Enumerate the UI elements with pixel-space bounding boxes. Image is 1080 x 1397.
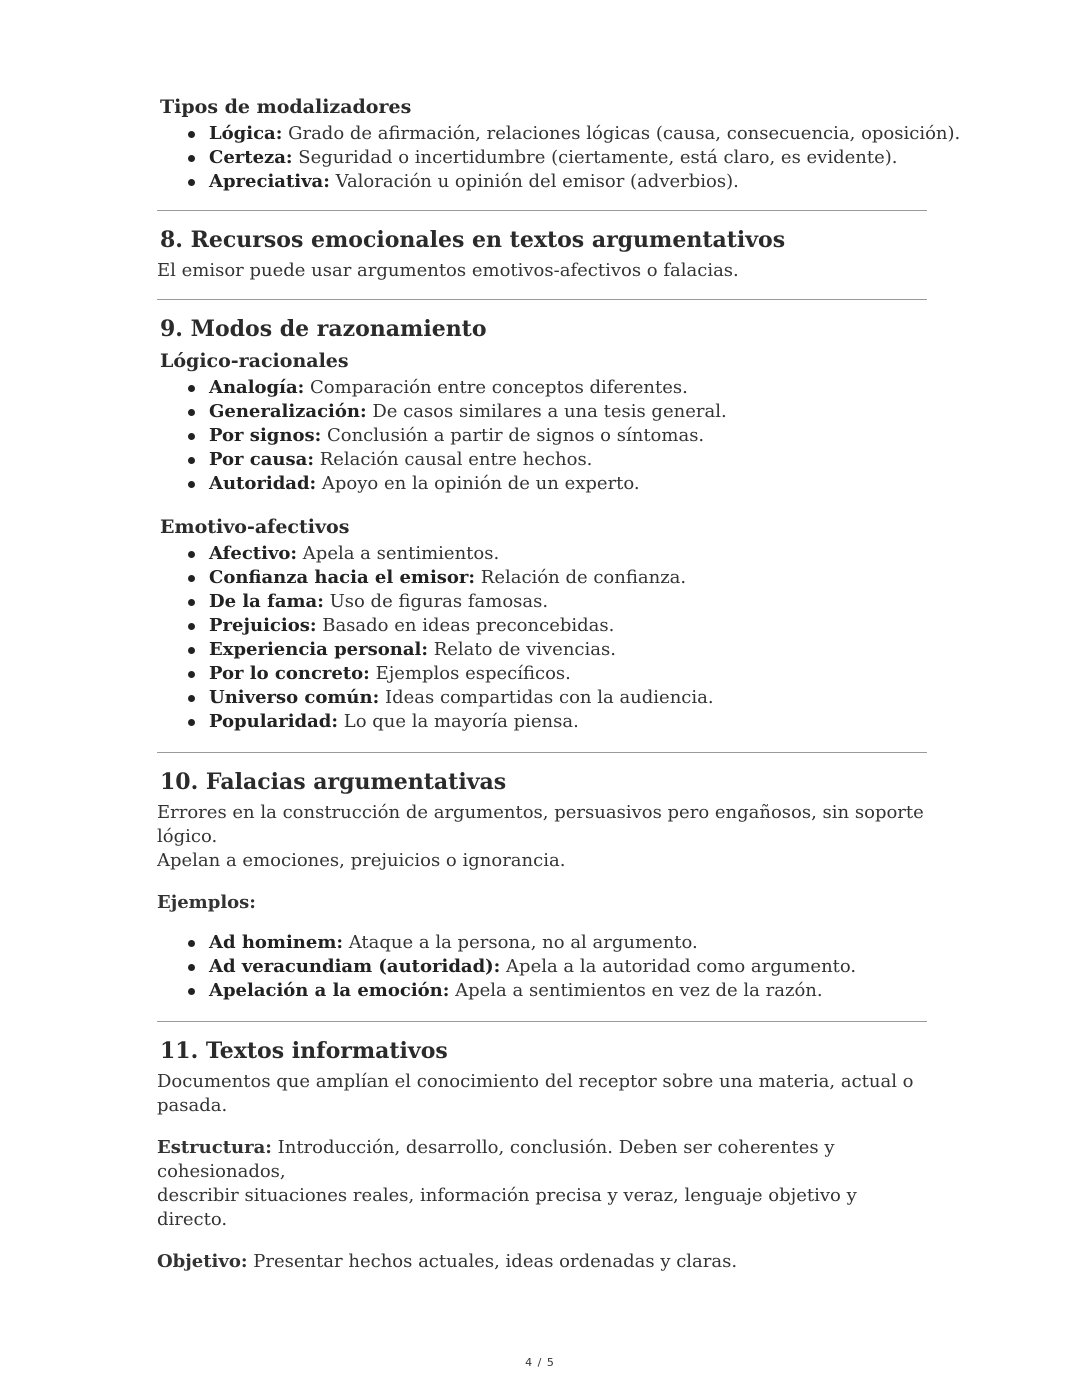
logico-racionales-list <box>157 376 927 496</box>
logico-racionales-heading: Lógico-racionales <box>160 350 349 372</box>
item-desc: Relación causal entre hechos. <box>313 449 593 470</box>
examples-label <box>157 891 927 915</box>
item-term: Universo común: <box>209 687 380 708</box>
estructura-line-1: Introducción, desarrollo, conclusión. Deben ser coherentes y cohesionados, <box>157 1137 835 1182</box>
list-item <box>209 146 927 170</box>
item-desc: Apoyo en la opinión de un experto. <box>316 473 640 494</box>
emotivo-afectivos-heading: Emotivo-afectivos <box>160 516 350 538</box>
estructura-label: Estructura: <box>157 1137 272 1158</box>
falacias-list <box>157 931 927 1003</box>
item-desc: Lo que la mayoría piensa. <box>338 711 579 732</box>
list-item <box>209 376 927 400</box>
item-term: Popularidad: <box>209 711 339 732</box>
item-desc: Apela a sentimientos en vez de la razón. <box>449 980 823 1001</box>
modalizadores-list <box>157 122 961 194</box>
list-item <box>209 614 927 638</box>
list-item <box>209 955 927 979</box>
list-item <box>209 931 927 955</box>
item-desc: Ejemplos específicos. <box>369 663 571 684</box>
item-desc: Apela a la autoridad como argumento. <box>500 956 857 977</box>
list-item <box>209 400 927 424</box>
item-term: Ad veracundiam (autoridad): <box>209 956 501 977</box>
list-item <box>209 170 927 194</box>
item-desc: De casos similares a una tesis general. <box>366 401 727 422</box>
item-desc: Relación de confianza. <box>475 567 687 588</box>
list-item <box>209 566 927 590</box>
list-item <box>209 979 927 1003</box>
section-8-text: El emisor puede usar argumentos emotivos-afectivos o falacias. <box>157 260 739 281</box>
item-term: Apelación a la emoción: <box>209 980 450 1001</box>
item-term: Experiencia personal: <box>209 639 428 660</box>
item-desc: Seguridad o incertidumbre (ciertamente, está claro, es evidente). <box>292 147 898 168</box>
list-item <box>209 122 961 146</box>
item-term: Prejuicios: <box>209 615 317 636</box>
item-desc: Comparación entre conceptos diferentes. <box>304 377 688 398</box>
list-item <box>209 686 927 710</box>
section-10-title: 10. Falacias argumentativas <box>160 769 507 795</box>
estructura-line-2: describir situaciones reales, información precisa y veraz, lenguaje objetivo y directo. <box>157 1185 857 1230</box>
item-term: Confianza hacia el emisor: <box>209 567 476 588</box>
item-term: Certeza: <box>209 147 293 168</box>
item-term: Generalización: <box>209 401 367 422</box>
item-desc: Uso de figuras famosas. <box>323 591 549 612</box>
page-number: 4 / 5 <box>525 1356 555 1369</box>
section-10-text-2: Apelan a emociones, prejuicios o ignorancia. <box>157 850 566 871</box>
item-term: Por causa: <box>209 449 314 470</box>
item-term: Lógica: <box>209 123 283 144</box>
item-desc: Conclusión a partir de signos o síntomas. <box>321 425 705 446</box>
section-11-title: 11. Textos informativos <box>160 1038 448 1064</box>
page-content <box>157 94 961 1274</box>
list-item <box>209 448 927 472</box>
list-item <box>209 472 927 496</box>
item-term: Afectivo: <box>209 543 298 564</box>
item-term: Por lo concreto: <box>209 663 370 684</box>
modalizadores-heading: Tipos de modalizadores <box>160 96 412 118</box>
section-10-text-1: Errores en la construcción de argumentos, persuasivos pero engañosos, sin soporte lógico. <box>157 802 924 847</box>
list-item <box>209 662 927 686</box>
item-term: Por signos: <box>209 425 322 446</box>
section-divider <box>157 299 927 300</box>
estructura-paragraph <box>157 1136 927 1232</box>
item-term: Apreciativa: <box>209 171 330 192</box>
section-11-text: Documentos que amplían el conocimiento del receptor sobre una materia, actual o pasada. <box>157 1071 914 1116</box>
item-desc: Ataque a la persona, no al argumento. <box>343 932 698 953</box>
item-desc: Apela a sentimientos. <box>297 543 500 564</box>
list-item <box>209 424 927 448</box>
objetivo-paragraph <box>157 1250 927 1274</box>
objetivo-text: Presentar hechos actuales, ideas ordenadas y claras. <box>247 1251 738 1272</box>
item-desc: Relato de vivencias. <box>427 639 616 660</box>
item-term: Ad hominem: <box>209 932 344 953</box>
examples-label-text: Ejemplos: <box>157 892 256 913</box>
section-9-title: 9. Modos de razonamiento <box>160 316 487 342</box>
section-divider <box>157 1021 927 1022</box>
emotivo-afectivos-list <box>157 542 927 734</box>
section-8-title: 8. Recursos emocionales en textos argumentativos <box>160 227 786 253</box>
list-item <box>209 590 927 614</box>
list-item <box>209 638 927 662</box>
item-term: Analogía: <box>209 377 305 398</box>
item-desc: Valoración u opinión del emisor (adverbios). <box>329 171 739 192</box>
item-desc: Basado en ideas preconcebidas. <box>316 615 615 636</box>
item-term: Autoridad: <box>209 473 317 494</box>
objetivo-label: Objetivo: <box>157 1251 248 1272</box>
item-term: De la fama: <box>209 591 324 612</box>
item-desc: Ideas compartidas con la audiencia. <box>379 687 714 708</box>
section-divider <box>157 210 927 211</box>
item-desc: Grado de afirmación, relaciones lógicas (causa, consecuencia, oposición). <box>282 123 961 144</box>
list-item <box>209 542 927 566</box>
section-divider <box>157 752 927 753</box>
list-item <box>209 710 927 734</box>
